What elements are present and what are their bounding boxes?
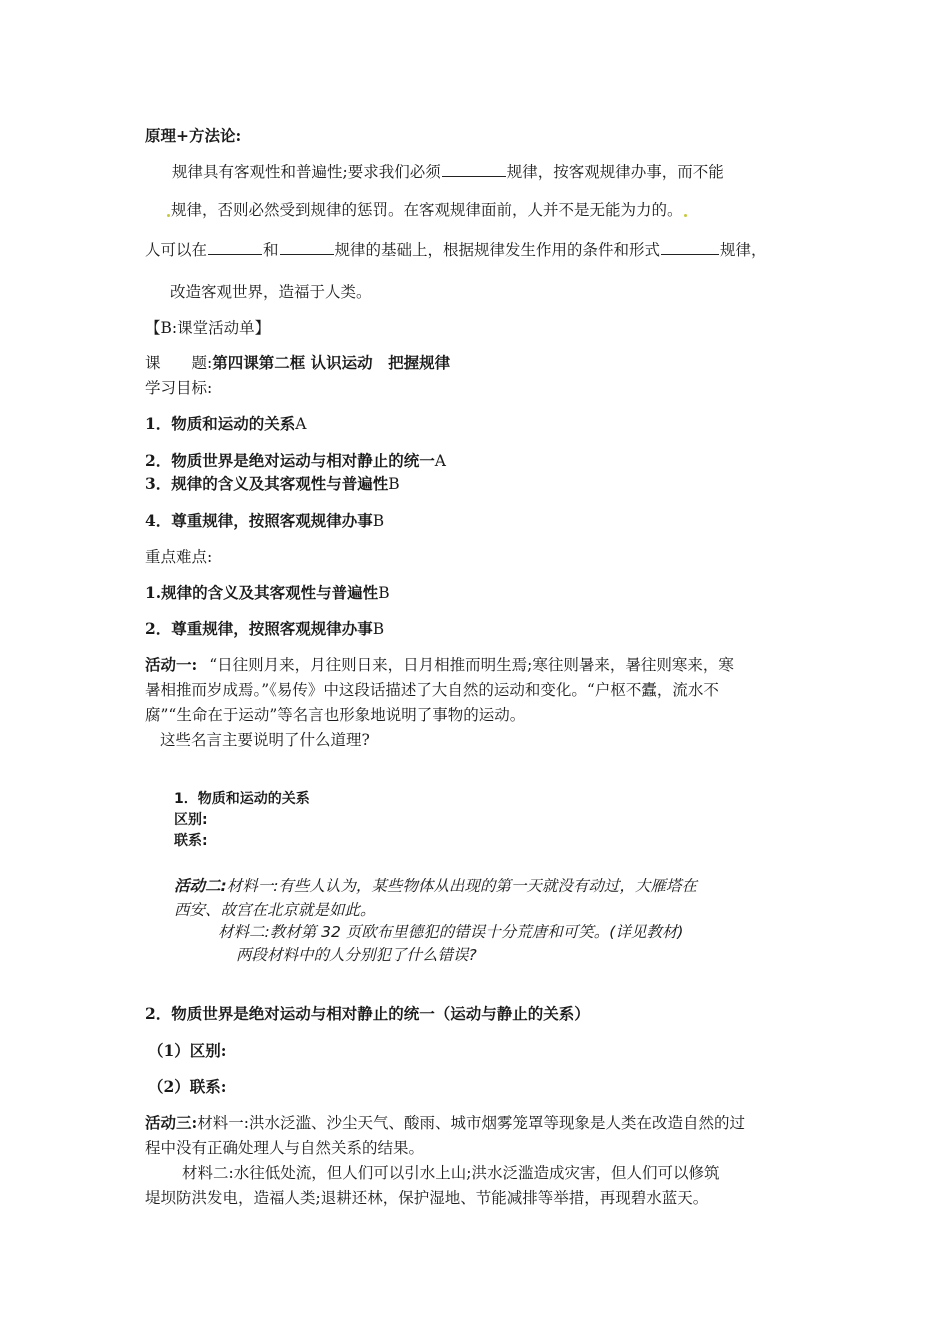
principle-text-3c: 规律的基础上，根据规律发生作用的条件和形式 — [334, 241, 661, 259]
activity3-line-4: 堤坝防洪发电，造福人类;退耕还林，保护湿地、节能减排等举措，再现碧水蓝天。 — [145, 1189, 709, 1207]
activity3-line-1: 活动三:材料一:洪水泛滥、沙尘天气、酸雨、城市烟雾笼罩等现象是人类在改造自然的过 — [145, 1113, 745, 1132]
activity3-line-3: 材料二:水往低处流，但人们可以引水上山;洪水泛滥造成灾害，但人们可以修筑 — [182, 1164, 720, 1182]
principle-line-1 — [172, 162, 724, 182]
lesson-row — [145, 353, 450, 373]
principle-line-3 — [145, 240, 767, 260]
principle-text-1b: 规律，按客观规律办事，而不能 — [506, 163, 724, 181]
scan-heading: 1．物质和运动的关系 — [174, 791, 310, 807]
fill-blank-1[interactable] — [442, 162, 506, 177]
section2-diff: （1）区别: — [148, 1041, 227, 1060]
activity1-line-1: 活动一: “日往则月来，月往则日来，日月相推而明生焉;寒往则暑来，暑往则寒来，寒 — [145, 655, 734, 674]
principle-title: 原理+方法论: — [145, 126, 242, 145]
principle-text-2: 规律，否则必然受到规律的惩罚。在客观规律面前，人并不是无能为力的。 — [171, 201, 683, 219]
mark-dot — [684, 214, 687, 217]
scan-link: 联系: — [174, 833, 208, 849]
activity1-line-2: 暑相推而岁成焉。”《易传》中这段话描述了大自然的运动和变化。“户枢不蠹，流水不 — [145, 681, 719, 699]
principle-text-1a: 规律具有客观性和普遍性;要求我们必须 — [172, 163, 441, 181]
activity1-line-3: 腐”“生命在于运动”等名言也形象地说明了事物的运动。 — [145, 706, 526, 724]
activity2-line-2: 西安、故宫在北京就是如此。 — [174, 901, 376, 919]
objective-item: 3．规律的含义及其客观性与普遍性B — [145, 474, 400, 493]
key-point-item: 1.规律的含义及其客观性与普遍性B — [145, 583, 390, 602]
objective-item: 4．尊重规律，按照客观规律办事B — [145, 511, 385, 530]
principle-text-3a: 人可以在 — [145, 241, 208, 259]
fill-blank-4[interactable] — [661, 240, 719, 255]
key-point-item: 2．尊重规律，按照客观规律办事B — [145, 619, 385, 638]
activity2-label: 活动二: — [174, 877, 227, 895]
mark-dot — [167, 214, 170, 217]
key-points-heading: 重点难点: — [145, 548, 213, 566]
section2-title: 2．物质世界是绝对运动与相对静止的统一（运动与静止的关系） — [145, 1004, 590, 1023]
section2-link: （2）联系: — [148, 1077, 227, 1096]
activity2-line-3: 材料二:教材第 32 页欧布里德犯的错误十分荒唐和可笑。(详见教材) — [218, 923, 684, 941]
objective-item: 2．物质世界是绝对运动与相对静止的统一A — [145, 451, 446, 470]
principle-line-2 — [166, 200, 688, 220]
lesson-title: 第四课第二框 认识运动 把握规律 — [212, 353, 451, 372]
activity2-question: 两段材料中的人分别犯了什么错误? — [236, 946, 477, 964]
principle-text-3b: 和 — [263, 241, 279, 259]
activity3-label: 活动三: — [145, 1113, 198, 1132]
fill-blank-2[interactable] — [208, 240, 262, 255]
principle-line-4: 改造客观世界，造福于人类。 — [170, 283, 372, 301]
scan-diff: 区别: — [174, 812, 208, 828]
activity1-label: 活动一: — [145, 655, 198, 674]
fill-blank-3[interactable] — [280, 240, 334, 255]
objectives-heading: 学习目标: — [145, 379, 213, 397]
activity1-question: 这些名言主要说明了什么道理? — [160, 731, 370, 749]
activity2-line-1: 活动二:材料一:有些人认为，某些物体从出现的第一天就没有动过，大雁塔在 — [174, 877, 697, 895]
activity3-line-2: 程中没有正确处理人与自然关系的结果。 — [145, 1139, 425, 1157]
objective-item: 1．物质和运动的关系A — [145, 414, 307, 433]
lesson-label: 课 题: — [145, 354, 213, 372]
principle-text-3d: 规律， — [720, 241, 767, 259]
section-b-heading: 【B:课堂活动单】 — [145, 319, 271, 337]
